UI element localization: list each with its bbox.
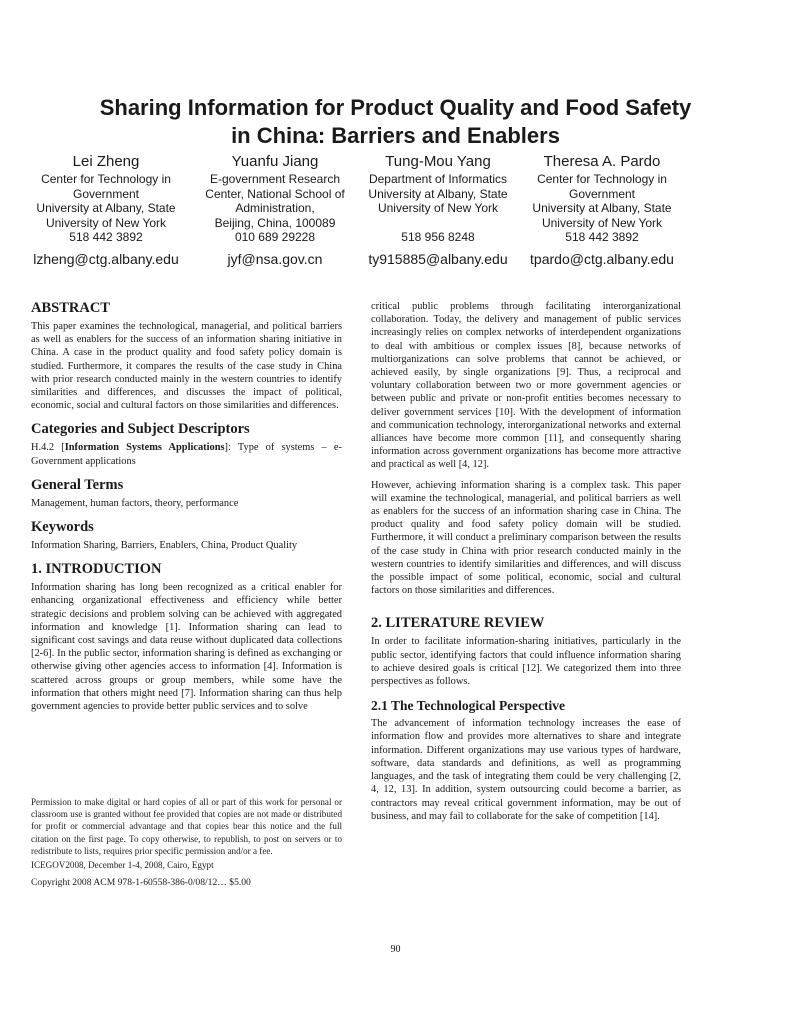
- abstract-heading: ABSTRACT: [31, 300, 110, 316]
- author-affiliation-line: E-government Research: [209, 172, 341, 186]
- copyright-text: Copyright 2008 ACM 978-1-60558-386-0/08/12… $5.00: [31, 877, 251, 889]
- categories-rest: ]: Type of systems – e-Government applications: [31, 442, 342, 467]
- title-line-2: in China: Barriers and Enablers: [231, 123, 560, 148]
- author-affiliation-line: Government: [72, 186, 140, 201]
- right-column: [371, 300, 681, 830]
- author-affiliation-line: University at Albany, State: [36, 201, 176, 216]
- categories-heading: Categories and Subject Descriptors: [31, 421, 250, 438]
- introduction-heading: 1. INTRODUCTION: [31, 561, 162, 578]
- author-email[interactable]: tpardo@ctg.albany.edu: [530, 251, 674, 267]
- author-email[interactable]: lzheng@ctg.albany.edu: [33, 251, 179, 267]
- author-name: Theresa A. Pardo: [543, 153, 661, 170]
- author-affiliation-line: University at Albany, State: [532, 201, 672, 216]
- literature-review-heading: 2. LITERATURE REVIEW: [371, 615, 545, 632]
- author-affiliation-line: Department of Informatics: [368, 172, 508, 186]
- author-affiliation-line: Beijing, China, 100089: [214, 215, 336, 230]
- author-affiliation-line: Center for Technology in: [537, 172, 667, 186]
- author-phone: 518 956 8248: [401, 230, 475, 245]
- author-name: Tung-Mou Yang: [385, 153, 491, 170]
- categories-code: H.4.2 [: [31, 442, 65, 454]
- author-affiliation-line: University of New York: [45, 215, 167, 230]
- author-phone: 518 442 3892: [565, 230, 639, 245]
- categories-text: [31, 441, 342, 467]
- keywords-text: Information Sharing, Barriers, Enablers, China, Product Quality: [31, 540, 298, 552]
- author-block: [507, 153, 697, 267]
- author-affiliation-line: Center for Technology in: [41, 172, 171, 186]
- author-affiliation-line: Government: [568, 186, 636, 201]
- author-affiliation-line: Administration,: [235, 201, 315, 216]
- author-affiliation-line: [343, 216, 533, 231]
- author-affiliation-line: Center, National School of: [205, 186, 345, 201]
- technological-perspective-text: The advancement of information technology increases the ease of information flow and provides more alternatives to share and integrate information. Different organizations may use various types of hardware, software, data standards and definitions, as well as programming languages, and the task of integrating them could be very challenging [2, 4, 12, 13]. In addition, system outsourcing could become a barrier, as contractors may reveal critical government information, may be out of business, and may fail to collaborate for the sake of competition [14].: [371, 718, 681, 822]
- terms-text: Management, human factors, theory, performance: [31, 497, 239, 509]
- author-affiliation-line: University of New York: [377, 201, 499, 216]
- intro-paragraph-2: However, achieving information sharing is a complex task. This paper will examine the technological, managerial, and political barriers as well as enablers for the success of an information sharing case in China. The product quality and food safety policy domain will be studied. Furthermore, it will conduct a preliminary comparison between the results of the case study in China with prior research conducted mainly in the western countries to identify similarities and differences, and will discuss the possible impact of some political, economic, social and cultural factors on those similarities and differences.: [371, 479, 681, 597]
- literature-review-text: In order to facilitate information-sharing initiatives, particularly in the public sector, identifying factors that could influence information sharing to achieve desired goals is critical [12]. We categorized them into three perspectives as follows.: [371, 636, 681, 688]
- left-column: [31, 300, 342, 720]
- author-email[interactable]: ty915885@albany.edu: [368, 251, 508, 267]
- keywords-heading: Keywords: [31, 519, 94, 536]
- author-name: Yuanfu Jiang: [231, 153, 319, 170]
- paper-title: [0, 94, 791, 150]
- author-affiliation-line: University at Albany, State: [368, 186, 508, 201]
- author-affiliation-line: University of New York: [541, 215, 663, 230]
- author-email[interactable]: jyf@nsa.gov.cn: [227, 251, 323, 267]
- technological-perspective-heading: 2.1 The Technological Perspective: [371, 698, 565, 714]
- permission-text: Permission to make digital or hard copies of all or part of this work for personal or classroom use is granted without fee provided that copies are not made or distributed for profit or commercial advantage and that copies bear this notice and the full citation on the first page. To copy otherwise, to republish, to post on servers or to redistribute to lists, requires prior specific permission and/or a fee.: [31, 797, 342, 856]
- categories-bold: Information Systems Applications: [64, 442, 225, 454]
- permission-block: [31, 796, 342, 891]
- title-line-1: Sharing Information for Product Quality and Food Safety: [99, 95, 692, 120]
- author-phone: 010 689 29228: [234, 230, 316, 245]
- page-number: 90: [390, 944, 401, 955]
- author-block: [11, 153, 201, 267]
- terms-heading: General Terms: [31, 476, 124, 493]
- conference-text: ICEGOV2008, December 1-4, 2008, Cairo, Egypt: [31, 860, 214, 871]
- intro-continued-text: critical public problems through facilitating interorganizational collaboration. Today, the delivery and management of public services increasingly relies on complex networks of interdependent organizations to deal with ambitious or complex issues [8], because networks of multiorganizations can solve problems that cannot be achieved, or achieved easily, by single organizations [9]. Thus, a reciprocal and voluntary collaboration between two or more government agencies or between public and private or non-profit entities becomes necessary to deliver government services [10]. With the development of information and communication technology, interorganizational networks and external alliances have become more common [11], and consequently sharing information across government organizations has become more attractive and practical as well [4, 12].: [371, 301, 681, 471]
- author-name: Lei Zheng: [72, 153, 140, 170]
- introduction-text: Information sharing has long been recognized as a critical enabler for enhancing organizational effectiveness and efficiency while better strategic decisions and problem solving can be achieved with aggregated information and knowledge [1]. Information sharing can lead to significant cost savings and data reuse without duplicated data collections [2-6]. In the public sector, information sharing is defined as exchanging or otherwise giving other agencies access to information [4]. Information is scattered across groups or group members, while some have the information that others might need [7]. Information sharing can thus help government agencies to provide better public services and to solve: [31, 582, 342, 713]
- author-phone: 518 442 3892: [69, 230, 143, 245]
- author-block: [343, 153, 533, 267]
- author-block: [180, 153, 370, 267]
- abstract-text: This paper examines the technological, managerial, and political barriers as well as enablers for the success of an information sharing initiative in China. A case in the product quality and food safety policy domain is studied. Furthermore, it compares the results of the case study in China with prior research conducted mainly in the western countries to identify similarities and differences, and discusses the impact of political, economic, social and cultural factors on those similarities and differences.: [31, 321, 342, 412]
